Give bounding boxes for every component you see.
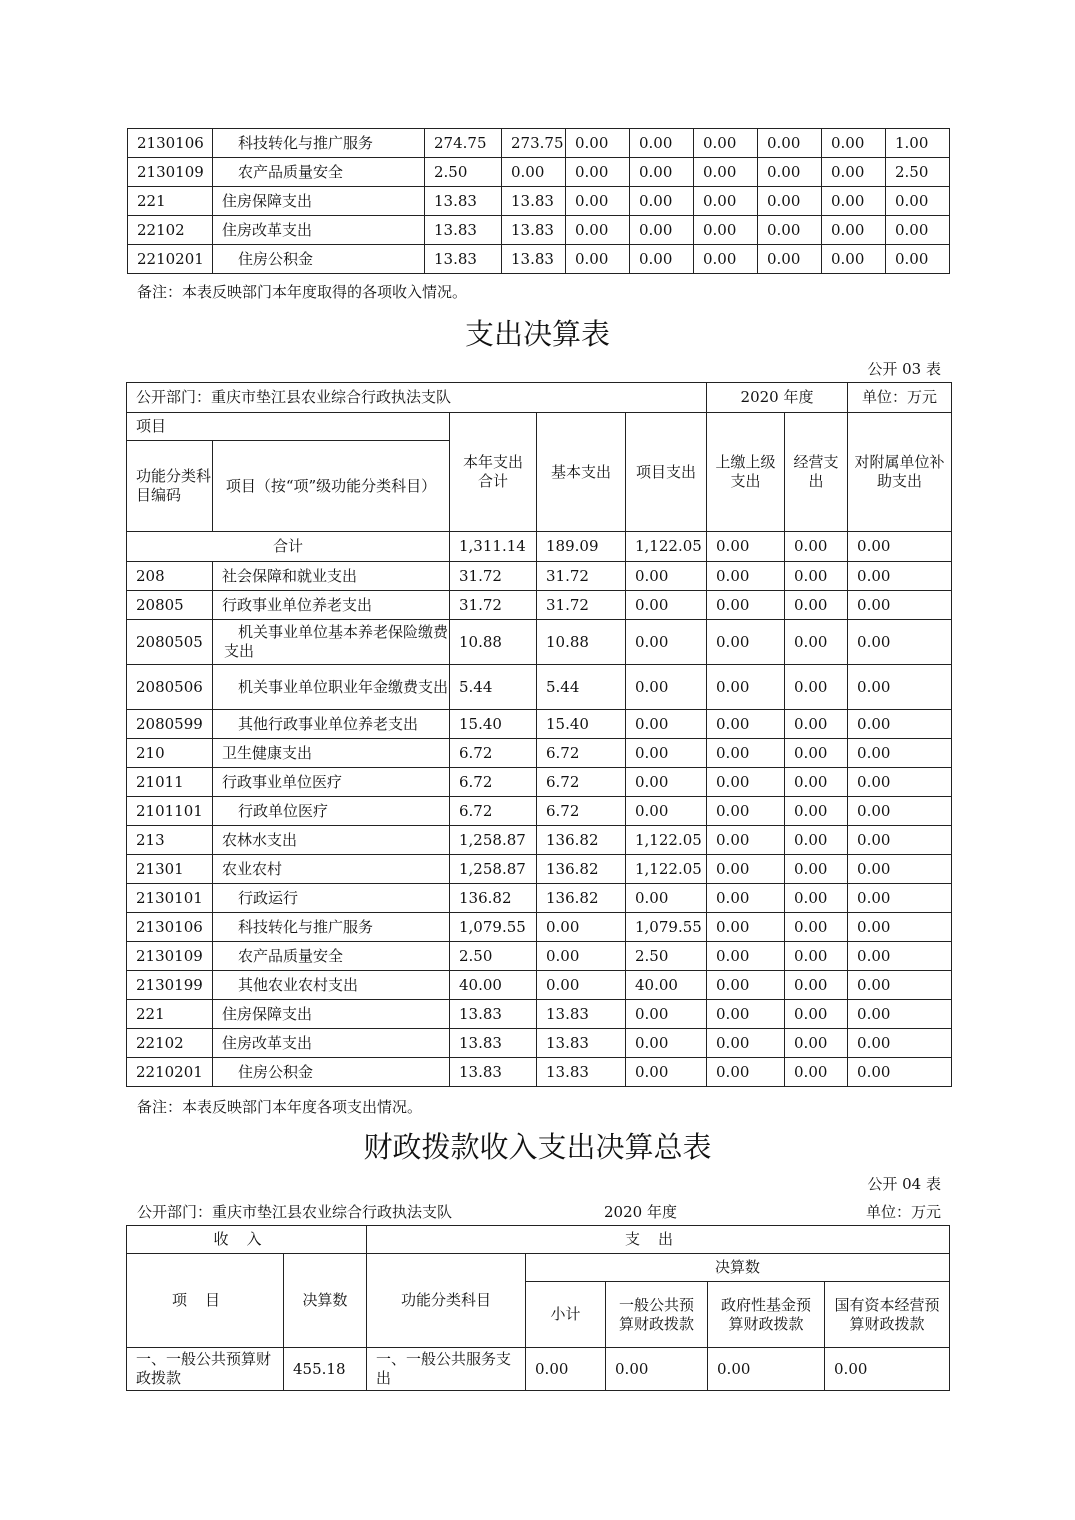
value-cell: 0.00: [630, 245, 694, 274]
value-cell: 273.75: [502, 129, 566, 158]
name-cell: 农产品质量安全: [213, 158, 425, 187]
name-cell: 住房公积金: [213, 1058, 450, 1087]
name-cell: 行政事业单位养老支出: [213, 591, 450, 620]
value-cell: 1.00: [886, 129, 950, 158]
value-cell: 0.00: [848, 1058, 952, 1087]
value-cell: 0.00: [848, 1000, 952, 1029]
value-cell: 6.72: [537, 739, 626, 768]
value-cell: 6.72: [450, 768, 537, 797]
value-cell: 0.00: [694, 158, 758, 187]
value-cell: 13.83: [537, 1029, 626, 1058]
value-cell: 0.00: [626, 768, 707, 797]
code-cell: 221: [128, 187, 213, 216]
value-cell: 0.00: [566, 129, 630, 158]
header-basic: 基本支出: [537, 413, 626, 532]
value-cell: 10.88: [537, 620, 626, 665]
expense-table-body: [127, 383, 952, 1087]
value-cell: 5.44: [537, 665, 626, 710]
value-cell: 0.00: [848, 884, 952, 913]
value-cell: 0.00: [785, 710, 848, 739]
value-cell: 0.00: [785, 1029, 848, 1058]
value-cell: 0.00: [758, 245, 822, 274]
code-cell: 2101101: [127, 797, 213, 826]
value-cell: 1,079.55: [450, 913, 537, 942]
table-row: [127, 1058, 952, 1087]
value-cell: 0.00: [886, 216, 950, 245]
name-cell: 行政运行: [213, 884, 450, 913]
value-cell: 0.00: [537, 971, 626, 1000]
value-cell: 0.00: [566, 158, 630, 187]
table-row: [127, 665, 952, 710]
value-cell: 0.00: [707, 826, 785, 855]
header-income-item: 项目: [127, 1254, 284, 1348]
value-cell: 0.00: [626, 1029, 707, 1058]
value-cell: 0.00: [707, 971, 785, 1000]
name-cell: 机关事业单位职业年金缴费支出: [213, 665, 450, 710]
table-row: [128, 216, 950, 245]
value-cell: 0.00: [848, 942, 952, 971]
table-row: [127, 739, 952, 768]
sum-label: 合计: [127, 532, 450, 562]
value-cell: 0.00: [822, 158, 886, 187]
value-cell: 0.00: [785, 591, 848, 620]
value-cell: 0.00: [694, 187, 758, 216]
value-cell: 31.72: [450, 591, 537, 620]
value-cell: 0.00: [626, 797, 707, 826]
value-cell: 2.50: [425, 158, 502, 187]
value-cell: 13.83: [537, 1000, 626, 1029]
value-cell: 13.83: [450, 1058, 537, 1087]
code-cell: 2080506: [127, 665, 213, 710]
row-func: 一、一般公共服务支出: [367, 1348, 526, 1391]
name-cell: 行政单位医疗: [213, 797, 450, 826]
value-cell: 13.83: [450, 1029, 537, 1058]
code-cell: 2080505: [127, 620, 213, 665]
fiscal-dept: 公开部门：重庆市垫江县农业综合行政执法支队: [137, 1203, 453, 1221]
expense-year: 2020 年度: [707, 383, 848, 413]
header-income: 收入: [127, 1226, 367, 1254]
code-cell: 2080599: [127, 710, 213, 739]
name-cell: 农林水支出: [213, 826, 450, 855]
table-row: [128, 187, 950, 216]
value-cell: 0.00: [886, 245, 950, 274]
name-cell: 卫生健康支出: [213, 739, 450, 768]
value-cell: 0.00: [707, 768, 785, 797]
value-cell: 0.00: [626, 1058, 707, 1087]
code-cell: 2130109: [127, 942, 213, 971]
value-cell: 10.88: [450, 620, 537, 665]
value-cell: 136.82: [537, 884, 626, 913]
table-row: [127, 591, 952, 620]
code-cell: 208: [127, 562, 213, 591]
value-cell: 0.00: [630, 187, 694, 216]
value-cell: 0.00: [848, 913, 952, 942]
value-cell: 1,122.05: [626, 855, 707, 884]
value-cell: 13.83: [425, 187, 502, 216]
value-cell: 0.00: [848, 971, 952, 1000]
value-cell: 0.00: [785, 913, 848, 942]
name-cell: 住房保障支出: [213, 1000, 450, 1029]
income-table-note: 备注：本表反映部门本年度取得的各项收入情况。: [137, 283, 468, 301]
value-cell: 0.00: [707, 710, 785, 739]
value-cell: 0.00: [707, 942, 785, 971]
value-cell: 0.00: [694, 245, 758, 274]
name-cell: 住房保障支出: [213, 187, 425, 216]
row-income-amount: 455.18: [284, 1348, 367, 1391]
fiscal-unit: 单位：万元: [865, 1203, 941, 1221]
value-cell: 6.72: [450, 739, 537, 768]
value-cell: 0.00: [707, 591, 785, 620]
value-cell: 0.00: [626, 562, 707, 591]
value-cell: 0.00: [822, 216, 886, 245]
value-cell: 15.40: [450, 710, 537, 739]
header-capital: 国有资本经营预算财政拨款: [825, 1282, 950, 1348]
code-cell: 2130106: [127, 913, 213, 942]
value-cell: 31.72: [537, 591, 626, 620]
expense-form-number: 公开 03 表: [867, 360, 941, 378]
value-cell: 0.00: [707, 1029, 785, 1058]
expense-table: [126, 382, 952, 1087]
value-cell: 1,079.55: [626, 913, 707, 942]
value-cell: 0.00: [707, 1000, 785, 1029]
header-expense: 支出: [367, 1226, 950, 1254]
header-subsidy: 对附属单位补助支出: [848, 413, 952, 532]
value-cell: 15.40: [537, 710, 626, 739]
value-cell: 0.00: [626, 591, 707, 620]
value-cell: 0.00: [848, 665, 952, 710]
value-cell: 6.72: [537, 797, 626, 826]
code-cell: 2130109: [128, 158, 213, 187]
code-cell: 2210201: [127, 1058, 213, 1087]
value-cell: 0.00: [626, 884, 707, 913]
value-cell: 0.00: [537, 913, 626, 942]
value-cell: 2.50: [626, 942, 707, 971]
header-project: 项目支出: [626, 413, 707, 532]
table-row: [127, 913, 952, 942]
sum-project: 1,122.05: [626, 532, 707, 562]
value-cell: 31.72: [537, 562, 626, 591]
name-cell: 社会保障和就业支出: [213, 562, 450, 591]
value-cell: 0.00: [785, 739, 848, 768]
value-cell: 0.00: [848, 797, 952, 826]
value-cell: 1,122.05: [626, 826, 707, 855]
code-cell: 21011: [127, 768, 213, 797]
code-cell: 2210201: [128, 245, 213, 274]
header-name: 项目（按“项”级功能分类科目）: [213, 441, 450, 532]
value-cell: 0.00: [822, 129, 886, 158]
header-func: 功能分类科目: [367, 1254, 526, 1348]
code-cell: 2130101: [127, 884, 213, 913]
value-cell: 40.00: [450, 971, 537, 1000]
sum-basic: 189.09: [537, 532, 626, 562]
header-income-amount: 决算数: [284, 1254, 367, 1348]
value-cell: 0.00: [566, 245, 630, 274]
value-cell: 2.50: [886, 158, 950, 187]
value-cell: 0.00: [848, 710, 952, 739]
value-cell: 0.00: [626, 1000, 707, 1029]
value-cell: 0.00: [626, 710, 707, 739]
code-cell: 213: [127, 826, 213, 855]
sum-total: 1,311.14: [450, 532, 537, 562]
value-cell: 6.72: [537, 768, 626, 797]
code-cell: 22102: [127, 1029, 213, 1058]
value-cell: 0.00: [758, 129, 822, 158]
value-cell: 0.00: [822, 187, 886, 216]
value-cell: 40.00: [626, 971, 707, 1000]
value-cell: 13.83: [502, 216, 566, 245]
value-cell: 0.00: [707, 562, 785, 591]
value-cell: 0.00: [848, 855, 952, 884]
value-cell: 0.00: [707, 1058, 785, 1087]
code-cell: 210: [127, 739, 213, 768]
code-cell: 20805: [127, 591, 213, 620]
table-row: [128, 129, 950, 158]
fiscal-table-title: 财政拨款收入支出决算总表: [363, 1130, 712, 1164]
value-cell: 0.00: [785, 797, 848, 826]
value-cell: 0.00: [694, 129, 758, 158]
header-subtotal: 小计: [526, 1282, 606, 1348]
table-row: [128, 245, 950, 274]
value-cell: 0.00: [758, 216, 822, 245]
expense-unit: 单位：万元: [848, 383, 952, 413]
row-fund: 0.00: [708, 1348, 825, 1391]
table-row: [127, 855, 952, 884]
code-cell: 2130106: [128, 129, 213, 158]
name-cell: 科技转化与推广服务: [213, 129, 425, 158]
value-cell: 0.00: [785, 942, 848, 971]
value-cell: 0.00: [758, 187, 822, 216]
value-cell: 0.00: [848, 826, 952, 855]
header-business: 经营支出: [785, 413, 848, 532]
value-cell: 0.00: [707, 855, 785, 884]
value-cell: 136.82: [537, 826, 626, 855]
table-row: [128, 158, 950, 187]
table-row: [127, 971, 952, 1000]
sum-subsidy: 0.00: [848, 532, 952, 562]
value-cell: 0.00: [566, 187, 630, 216]
value-cell: 0.00: [848, 562, 952, 591]
sum-upper: 0.00: [707, 532, 785, 562]
value-cell: 13.83: [502, 187, 566, 216]
name-cell: 科技转化与推广服务: [213, 913, 450, 942]
name-cell: 住房改革支出: [213, 216, 425, 245]
fiscal-table: [126, 1225, 950, 1391]
header-upper: 上缴上级支出: [707, 413, 785, 532]
value-cell: 274.75: [425, 129, 502, 158]
value-cell: 0.00: [694, 216, 758, 245]
code-cell: 2130199: [127, 971, 213, 1000]
value-cell: 0.00: [566, 216, 630, 245]
table-row: [127, 620, 952, 665]
header-total: 本年支出合计: [450, 413, 537, 532]
value-cell: 6.72: [450, 797, 537, 826]
value-cell: 0.00: [630, 158, 694, 187]
value-cell: 13.83: [425, 216, 502, 245]
value-cell: 0.00: [707, 913, 785, 942]
value-cell: 0.00: [785, 1058, 848, 1087]
value-cell: 0.00: [707, 884, 785, 913]
income-table-body: [128, 129, 950, 274]
value-cell: 0.00: [785, 665, 848, 710]
value-cell: 0.00: [707, 739, 785, 768]
value-cell: 0.00: [848, 739, 952, 768]
value-cell: 0.00: [537, 942, 626, 971]
sum-business: 0.00: [785, 532, 848, 562]
name-cell: 住房改革支出: [213, 1029, 450, 1058]
value-cell: 0.00: [707, 665, 785, 710]
fiscal-form-number: 公开 04 表: [867, 1175, 941, 1193]
value-cell: 0.00: [785, 768, 848, 797]
value-cell: 0.00: [785, 562, 848, 591]
name-cell: 行政事业单位医疗: [213, 768, 450, 797]
name-cell: 其他行政事业单位养老支出: [213, 710, 450, 739]
table-row: [127, 710, 952, 739]
income-table-continuation: [127, 128, 950, 274]
value-cell: 0.00: [502, 158, 566, 187]
header-general: 一般公共预算财政拨款: [606, 1282, 708, 1348]
value-cell: 0.00: [630, 216, 694, 245]
value-cell: 0.00: [886, 187, 950, 216]
expense-dept: 公开部门：重庆市垫江县农业综合行政执法支队: [127, 383, 707, 413]
value-cell: 0.00: [785, 855, 848, 884]
value-cell: 0.00: [626, 665, 707, 710]
value-cell: 136.82: [537, 855, 626, 884]
table-row: [127, 768, 952, 797]
name-cell: 农业农村: [213, 855, 450, 884]
value-cell: 0.00: [758, 158, 822, 187]
value-cell: 0.00: [626, 620, 707, 665]
table-row: [127, 1000, 952, 1029]
row-subtotal: 0.00: [526, 1348, 606, 1391]
value-cell: 5.44: [450, 665, 537, 710]
row-general: 0.00: [606, 1348, 708, 1391]
value-cell: 0.00: [785, 1000, 848, 1029]
value-cell: 13.83: [450, 1000, 537, 1029]
value-cell: 0.00: [848, 620, 952, 665]
value-cell: 0.00: [848, 768, 952, 797]
value-cell: 0.00: [848, 591, 952, 620]
expense-table-title: 支出决算表: [464, 317, 610, 351]
expense-table-note: 备注：本表反映部门本年度各项支出情况。: [137, 1098, 423, 1116]
value-cell: 0.00: [785, 826, 848, 855]
value-cell: 1,258.87: [450, 855, 537, 884]
name-cell: 农产品质量安全: [213, 942, 450, 971]
value-cell: 0.00: [707, 620, 785, 665]
value-cell: 13.83: [537, 1058, 626, 1087]
row-capital: 0.00: [825, 1348, 950, 1391]
code-cell: 22102: [128, 216, 213, 245]
value-cell: 0.00: [785, 884, 848, 913]
row-income-item: 一、一般公共预算财政拨款: [127, 1348, 284, 1391]
name-cell: 住房公积金: [213, 245, 425, 274]
table-row: [127, 884, 952, 913]
table-row: [127, 826, 952, 855]
header-item: 项目: [127, 413, 450, 441]
table-row: [127, 942, 952, 971]
value-cell: 0.00: [848, 1029, 952, 1058]
value-cell: 0.00: [626, 739, 707, 768]
header-code: 功能分类科目编码: [127, 441, 213, 532]
fiscal-year: 2020 年度: [604, 1203, 677, 1221]
name-cell: 其他农业农村支出: [213, 971, 450, 1000]
value-cell: 1,258.87: [450, 826, 537, 855]
table-row: [127, 562, 952, 591]
value-cell: 0.00: [630, 129, 694, 158]
name-cell: 机关事业单位基本养老保险缴费支出: [213, 620, 450, 665]
value-cell: 136.82: [450, 884, 537, 913]
value-cell: 13.83: [502, 245, 566, 274]
value-cell: 13.83: [425, 245, 502, 274]
table-row: [127, 797, 952, 826]
table-row: [127, 1029, 952, 1058]
value-cell: 2.50: [450, 942, 537, 971]
code-cell: 221: [127, 1000, 213, 1029]
value-cell: 0.00: [707, 797, 785, 826]
value-cell: 0.00: [822, 245, 886, 274]
code-cell: 21301: [127, 855, 213, 884]
value-cell: 31.72: [450, 562, 537, 591]
value-cell: 0.00: [785, 620, 848, 665]
header-fund: 政府性基金预算财政拨款: [708, 1282, 825, 1348]
value-cell: 0.00: [785, 971, 848, 1000]
header-final-amount: 决算数: [526, 1254, 950, 1282]
